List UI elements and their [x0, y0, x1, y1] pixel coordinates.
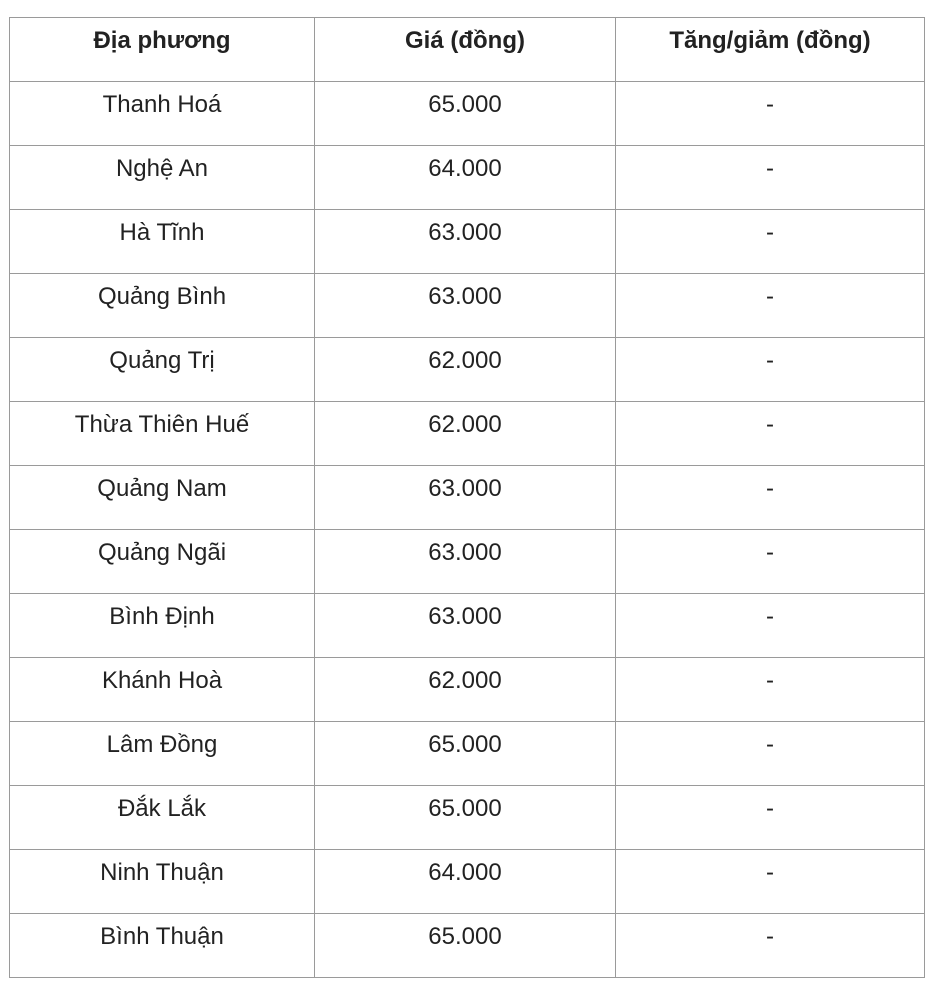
cell-region: [10, 786, 315, 850]
cell-region: [10, 722, 315, 786]
price-text: 64.000: [428, 859, 502, 886]
price-text: 63.000: [428, 539, 502, 566]
cell-region: [10, 850, 315, 914]
cell-change: [616, 210, 925, 274]
table-row: [10, 146, 925, 210]
cell-price: [315, 594, 616, 658]
cell-change: [616, 786, 925, 850]
table-row: [10, 274, 925, 338]
region-text: Bình Thuận: [100, 923, 224, 950]
price-text: 62.000: [428, 411, 502, 438]
cell-change: [616, 914, 925, 978]
region-text: Quảng Nam: [97, 475, 227, 502]
cell-change: [616, 722, 925, 786]
cell-price: [315, 786, 616, 850]
cell-region: [10, 402, 315, 466]
price-text: 62.000: [428, 667, 502, 694]
header-price-label: Giá (đồng): [405, 27, 525, 54]
change-text: -: [766, 603, 774, 630]
cell-change: [616, 850, 925, 914]
price-text: 65.000: [428, 91, 502, 118]
table-header-row: [10, 18, 925, 82]
cell-change: [616, 466, 925, 530]
cell-region: [10, 146, 315, 210]
region-text: Ninh Thuận: [100, 859, 224, 886]
table-row: [10, 658, 925, 722]
cell-price: [315, 82, 616, 146]
price-table: [9, 17, 925, 978]
cell-price: [315, 402, 616, 466]
header-price: [315, 18, 616, 82]
cell-region: [10, 594, 315, 658]
price-text: 63.000: [428, 475, 502, 502]
change-text: -: [766, 923, 774, 950]
table-row: [10, 722, 925, 786]
cell-region: [10, 914, 315, 978]
region-text: Khánh Hoà: [101, 667, 223, 694]
region-text: Quảng Trị: [109, 347, 215, 374]
table-row: [10, 402, 925, 466]
header-change: [616, 18, 925, 82]
header-region: [10, 18, 315, 82]
table-row: [10, 466, 925, 530]
cell-change: [616, 82, 925, 146]
price-text: 65.000: [428, 795, 502, 822]
region-text: Đắk Lắk: [117, 795, 207, 822]
change-text: -: [766, 475, 774, 502]
change-text: -: [766, 347, 774, 374]
change-text: -: [766, 731, 774, 758]
change-text: -: [766, 795, 774, 822]
cell-region: [10, 210, 315, 274]
cell-price: [315, 914, 616, 978]
table-row: [10, 530, 925, 594]
region-text: Thanh Hoá: [102, 91, 222, 118]
cell-region: [10, 466, 315, 530]
price-text: 63.000: [428, 283, 502, 310]
table-row: [10, 594, 925, 658]
header-change-label: Tăng/giảm (đồng): [669, 27, 871, 54]
cell-change: [616, 594, 925, 658]
change-text: -: [766, 283, 774, 310]
change-text: -: [766, 155, 774, 182]
header-region-label: Địa phương: [93, 27, 231, 54]
cell-change: [616, 530, 925, 594]
change-text: -: [766, 91, 774, 118]
price-text: 62.000: [428, 347, 502, 374]
price-text: 63.000: [428, 603, 502, 630]
table-row: [10, 338, 925, 402]
region-text: Hà Tĩnh: [119, 219, 205, 246]
cell-price: [315, 658, 616, 722]
cell-price: [315, 530, 616, 594]
price-text: 63.000: [428, 219, 502, 246]
cell-price: [315, 338, 616, 402]
cell-region: [10, 274, 315, 338]
change-text: -: [766, 539, 774, 566]
region-text: Quảng Ngãi: [97, 539, 227, 566]
cell-price: [315, 850, 616, 914]
cell-change: [616, 402, 925, 466]
cell-change: [616, 274, 925, 338]
region-text: Nghệ An: [115, 155, 209, 182]
change-text: -: [766, 667, 774, 694]
cell-change: [616, 338, 925, 402]
region-text: Lâm Đồng: [106, 731, 218, 758]
price-text: 64.000: [428, 155, 502, 182]
change-text: -: [766, 411, 774, 438]
cell-region: [10, 530, 315, 594]
change-text: -: [766, 219, 774, 246]
cell-change: [616, 146, 925, 210]
price-text: 65.000: [428, 731, 502, 758]
table-row: [10, 210, 925, 274]
cell-price: [315, 466, 616, 530]
cell-change: [616, 658, 925, 722]
region-text: Bình Định: [109, 603, 215, 630]
table-row: [10, 82, 925, 146]
region-text: Quảng Bình: [97, 283, 227, 310]
cell-region: [10, 82, 315, 146]
region-text: Thừa Thiên Huế: [74, 411, 250, 438]
cell-price: [315, 210, 616, 274]
cell-price: [315, 274, 616, 338]
cell-region: [10, 658, 315, 722]
cell-price: [315, 146, 616, 210]
cell-region: [10, 338, 315, 402]
cell-price: [315, 722, 616, 786]
table-row: [10, 850, 925, 914]
table-row: [10, 786, 925, 850]
price-text: 65.000: [428, 923, 502, 950]
table-row: [10, 914, 925, 978]
price-table-container: [9, 17, 924, 978]
change-text: -: [766, 859, 774, 886]
